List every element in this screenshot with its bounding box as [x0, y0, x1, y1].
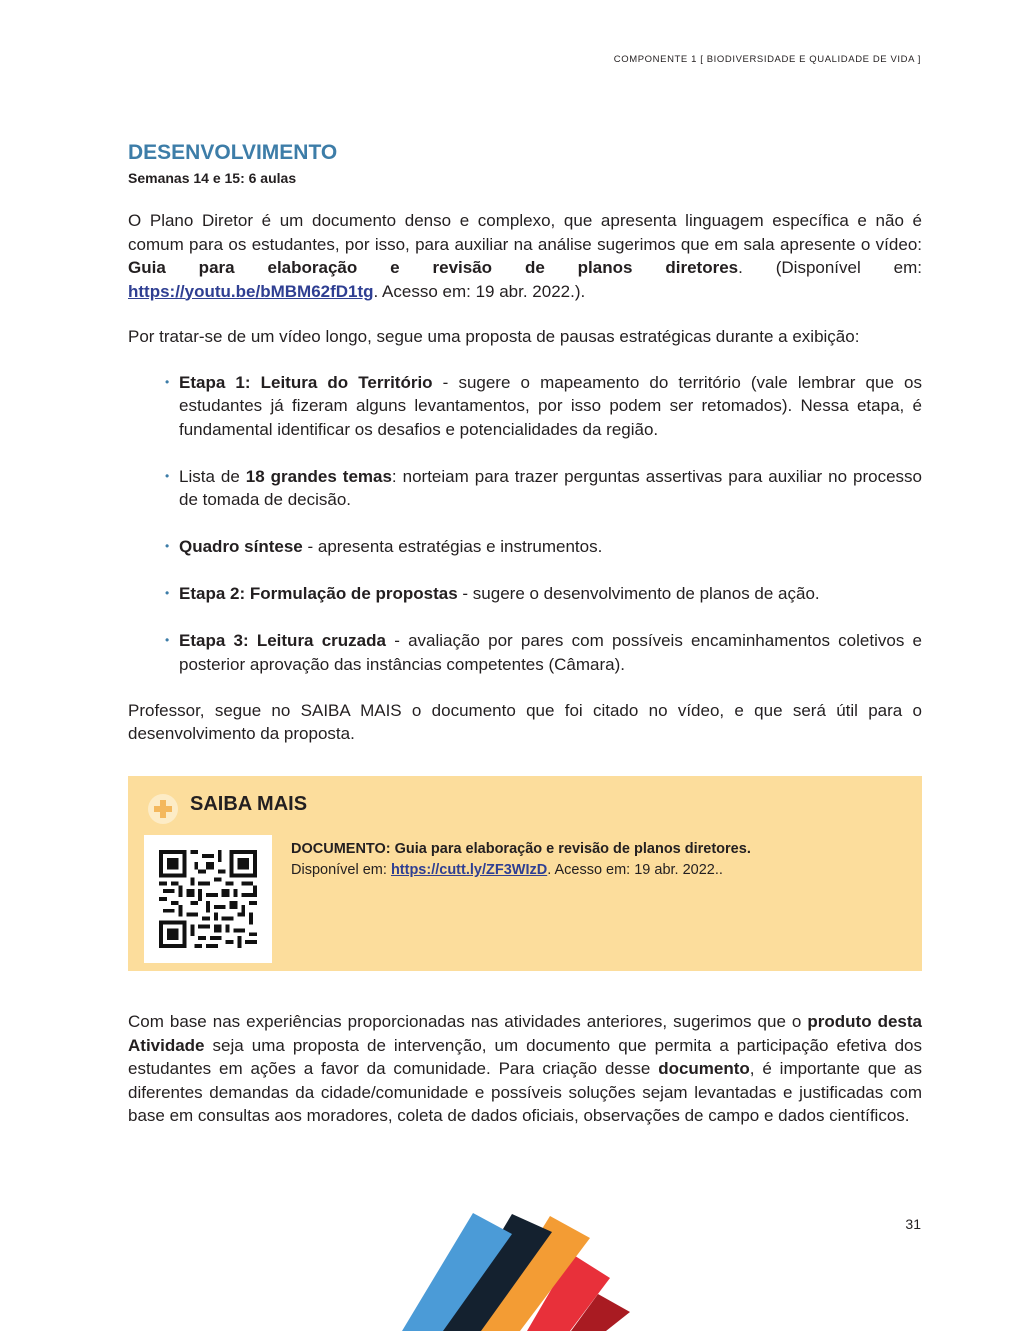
paragraph-professor: Professor, segue no SAIBA MAIS o documento que foi citado no vídeo, e que será útil para o desenvolvimento da proposta. — [128, 700, 922, 743]
qr-code[interactable] — [144, 835, 272, 963]
list-item — [128, 535, 922, 559]
running-head: COMPONENTE 1 [ BIODIVERSIDADE E QUALIDADE DE VIDA ] — [613, 54, 921, 65]
page-number: 31 — [905, 1216, 921, 1232]
plus-circle-icon — [148, 794, 178, 824]
saiba-mais-document — [291, 839, 751, 881]
availability-label: Disponível em: — [291, 862, 391, 878]
list-item — [128, 582, 922, 606]
video-title: Guia para elaboração e revisão de planos diretores — [128, 258, 739, 277]
bullet-dot-icon: • — [165, 539, 170, 553]
product-text-e: , é importante que as diferentes demandas da cidade/comunidade e possíveis soluções sejam levantadas e justificadas com base em consultas aos moradores, coleta de dados oficiais, observações de campo e dados científicos. — [128, 1059, 922, 1125]
saiba-mais-box — [128, 776, 922, 971]
paragraph-pauses: Por tratar-se de um vídeo longo, segue uma proposta de pausas estratégicas durante a exibição: — [128, 327, 860, 346]
qr-code-icon — [159, 850, 257, 948]
list-item-text: - apresenta estratégias e instrumentos. — [302, 537, 603, 556]
list-item — [128, 629, 922, 676]
bullet-dot-icon: • — [165, 586, 170, 600]
list-item-text: : norteiam para trazer perguntas assertivas para auxiliar no processo de tomada de decisão. — [179, 466, 922, 509]
list-item-bold: Etapa 3: Leitura cruzada — [179, 631, 386, 650]
document-link[interactable]: https://cutt.ly/ZF3WIzD — [390, 862, 548, 878]
list-item-bold: Etapa 1: Leitura do Território — [179, 372, 433, 392]
list-item-bold: Quadro síntese — [179, 537, 303, 556]
list-item-bold: 18 grandes temas — [245, 466, 392, 486]
document-availability — [291, 860, 751, 881]
list-item-bold: Etapa 2: Formulação de propostas — [179, 584, 458, 603]
list-item-text: - sugere o mapeamento do território (vale lembrar que os estudantes já fizeram alguns levantamentos, por isso podem ser retomados). Nessa etapa, é fundamental identificar os desafios e potencialidades da região. — [179, 372, 922, 439]
list-item — [128, 371, 922, 442]
paragraph-intro — [128, 209, 922, 303]
paragraph-product — [128, 1010, 922, 1128]
bullet-dot-icon: • — [165, 633, 170, 647]
paragraph-intro-text-b: . (Disponível em: — [738, 258, 922, 277]
bullet-dot-icon: • — [165, 374, 170, 389]
paragraph-intro-text-c: . Acesso em: 19 abr. 2022.). — [373, 281, 586, 301]
product-text-c: seja uma proposta de intervenção, um documento que permita a participação efetiva dos estudantes em ações a favor da comunidade. Para criação desse — [128, 1035, 922, 1078]
list-item — [128, 465, 922, 512]
main-content — [128, 140, 922, 746]
product-text-bold-doc: documento — [658, 1059, 750, 1078]
section-title: DESENVOLVIMENTO — [128, 141, 338, 164]
list-item-text: - avaliação por pares com possíveis encaminhamentos coletivos e posterior aprovação das instâncias competentes (Câmara). — [179, 631, 922, 674]
bullet-dot-icon: • — [165, 468, 170, 483]
saiba-mais-title: SAIBA MAIS — [190, 793, 308, 815]
decorative-stripes-graphic — [400, 1200, 640, 1331]
paragraph-intro-text: O Plano Diretor é um documento denso e complexo, que apresenta linguagem específica e não é comum para os estudantes, por isso, para auxiliar na análise sugerimos que em sala apresente o vídeo: — [128, 211, 922, 254]
section-subtitle: Semanas 14 e 15: 6 aulas — [128, 170, 297, 186]
pauses-list — [128, 371, 922, 677]
product-text-a: Com base nas experiências proporcionadas nas atividades anteriores, sugerimos que o — [128, 1012, 808, 1031]
product-text-bold: produto desta Atividade — [128, 1012, 922, 1055]
access-date: . Acesso em: 19 abr. 2022.. — [547, 862, 723, 878]
document-title: DOCUMENTO: Guia para elaboração e revisão de planos diretores. — [291, 841, 751, 857]
list-item-text: - sugere o desenvolvimento de planos de ação. — [457, 584, 820, 603]
video-link[interactable]: https://youtu.be/bMBM62fD1tg — [128, 281, 374, 301]
list-item-pre: Lista de — [179, 466, 246, 486]
